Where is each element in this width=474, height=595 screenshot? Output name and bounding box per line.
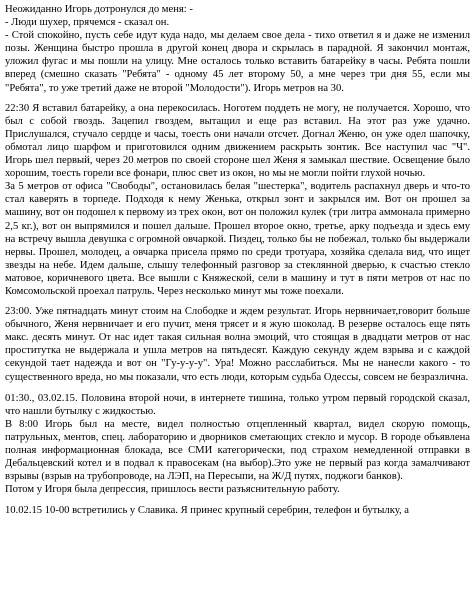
paragraph-1: Неожиданно Игорь дотронулся до меня: - - Люди шухер, прячемся - сказал он. - Стой спокойно, пусть себе идут куда надо, мы делаем свое дела - тихо ответил я и даже не изменил позы. Женщина быстро прошла в другой конец двора и скрылась в парадной. Я закончил монтаж, уложил фугас и мы пошли на улицу. Мне осталось только вставить батарейку в часы. Ребята пошли вперед (смешно сказать "Ребята" - одному 45 лет второму 50, а мне через три дня 55, если мы "Ребята", то уже третий даже не второй "Молодости"). Игорь метров на 30.	[5, 4, 470, 94]
paragraph-4: 01:30., 03.02.15. Половина второй ночи, в интернете тишина, только утром первый городской сказал, что нашли бутылку с жидкостью. В 8:00 Игорь был на месте, видел полностью отцепленный квартал, видел скорую помощь, патрульных, ментов, спец. лабораторию и дворников сметающих стекло и мусор. В городе объявлена полная информационная блокада, все СМИ категорически, под страхом немедленной отправки в Дебальцевский котел и в подвал к правосекам (на выбор).Это уже не первый раз когда замалчивают взрывы (взрыв на трубопроводе, на ЛЭП, на Пересыпи, на Ж/Д путях, поджоги банков). Потом у Игоря была депрессия, пришлось вести разъяснительную работу.	[5, 392, 470, 496]
paragraph-5: 10.02.15 10-00 встретились у Славика. Я принес крупный серебрин, телефон и бутылку, а	[5, 505, 409, 517]
paragraph-3: 23:00. Уже пятнадцать минут стоим на Слободке и ждем результат. Игорь нервничает,говорит больше обычного, Женя нервничает и его пучит, меня трясет и я жую шоколад. В резерве осталось еще пять макс. десять минут. От нас идет такая сильная волна эмоций, что стоящая в двадцати метров от нас проститутка не выдержала и ушла метров на пятьдесят. Каждую секунду ждем взрыва и с каждой секундой тает надежда и вот он "Гу-у-у-у". Ура! Можно расслабиться. Мы не нанесли какого - то существенного вреда, но мы показали, что есть люди, которым судьба Одессы, совсем не безразлична.	[5, 306, 470, 383]
paragraph-2: 22:30 Я вставил батарейку, а она перекосилась. Ноготем поддеть не могу, не получается. Хорошо, что был с собой гвоздь. Зацепил гвоздем, вытащил и еще раз вставил. На этот раз уже удачно. Прислушался, стучало сердце и часы, тоесть они начали отсчет. Догнал Женю, он уже одел шапочку, обмотал лицо шарфом и приготовился одним движением раскрыть зонтик. Все наступил час "Ч". Игорь шел первый, через 20 метров по своей стороне шел Женя я замыкал шествие. Освещение было хорошим, тоесть горели все фонари, плюс свет из окон, но мы не могли пойти глухой ночью. За 5 метров от офиса "Свободы", остановилась белая "шестерка", водитель распахнул дверь и что-то стал каверять в торпеде. Подходя к нему Женька, открыл зонт и закрылся им. Вот он прошел за машину, вот он подошел к первому из трех окон, вот он положил кулек (три литра аммонала примерно 2,5 кг.), вот он выпрямился и пошел дальше. Прошел второе окно, третье, арку подъезда и здесь ему на встречу вышла девушка с огромной овчаркой. Пиздец, только бы не побежал, только бы выдержали нервы. Прошел, молодец, а овчарка присела прямо по среди тротуара, хозяйка сделала вид, что ищет звезды на небе. Идем дальше, слышу телефонный разговор за стеклянной дверью, к счастью стекло матовое, коричневого цвета. Все вышли с Княжеской, сели в машину и тут в пяти метров от нас по Комсомольской проехал патруль. Через несколько минут мы тоже поехали.	[5, 102, 470, 297]
